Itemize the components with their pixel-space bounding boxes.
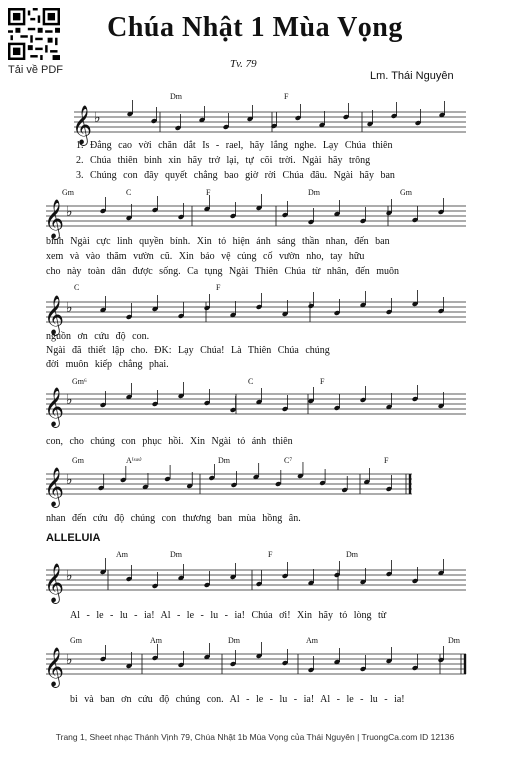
- chord: Am: [116, 550, 128, 559]
- chord: Dm: [170, 550, 182, 559]
- music-staff: [0, 386, 510, 426]
- chord: F: [206, 188, 211, 197]
- chord: A⁽ˢᵘˢ⁾: [126, 456, 142, 465]
- lyric-line: Al - le - lu - ia! Al - le - lu - ia! Chúa ơi! Xin hãy tỏ lòng từ: [70, 610, 387, 621]
- music-staff: [0, 104, 510, 144]
- svg-text:𝄞: 𝄞: [44, 467, 65, 507]
- lyric-line: cho này toàn dân được sống. Ca tụng Ngài Thiên Chúa từ nhân, đến muôn: [46, 266, 400, 277]
- chord: Gm⁶: [72, 377, 87, 386]
- music-staff: [0, 198, 510, 238]
- svg-text:𝄞: 𝄞: [72, 105, 93, 145]
- chord: Gm: [72, 456, 84, 465]
- music-staff: [0, 562, 510, 602]
- music-staff: [0, 646, 510, 686]
- chord: C⁷: [284, 456, 293, 465]
- chord: F: [384, 456, 389, 465]
- page-title: Chúa Nhật 1 Mùa Vọng: [107, 12, 403, 43]
- music-staff: [0, 466, 510, 506]
- chord: Dm: [346, 550, 358, 559]
- lyric-line: bình Ngài cực linh quyền bính. Xin tỏ hiện ánh sáng thần nhan, đến ban: [46, 236, 390, 247]
- chord: Am: [150, 636, 162, 645]
- chord: F: [268, 550, 273, 559]
- chord: Dm: [170, 92, 182, 101]
- music-staff: [0, 294, 510, 334]
- chord: Am: [306, 636, 318, 645]
- page-footer: Trang 1, Sheet nhạc Thánh Vịnh 79, Chúa Nhật 1b Mùa Vọng của Thái Nguyên | TruongCa.com ID 12136: [55, 732, 455, 742]
- svg-text:𝄞: 𝄞: [44, 199, 65, 239]
- download-pdf-link[interactable]: Tải về PDF: [8, 64, 64, 76]
- chord: C: [74, 283, 80, 292]
- lyric-line: bi và ban ơn cứu độ chúng con. Al - le - lu - ia! Al - le - lu - ia!: [70, 694, 405, 705]
- chord: F: [284, 92, 289, 101]
- svg-text:♭: ♭: [66, 300, 73, 316]
- chord: Dm: [218, 456, 230, 465]
- section-heading: ALLELUIA: [46, 532, 101, 544]
- lyric-line: nguồn ơn cứu độ con.: [46, 331, 150, 342]
- chord: Dm: [448, 636, 460, 645]
- svg-text:♭: ♭: [66, 204, 73, 220]
- svg-text:𝄞: 𝄞: [44, 387, 65, 427]
- chord: Dm: [228, 636, 240, 645]
- chord: Gm: [70, 636, 82, 645]
- lyric-line: 1. Đẳng cao vời chăn dắt Is - rael, hãy lắng nghe. Lạy Chúa thiên: [76, 140, 393, 151]
- psalm-reference: Tv. 79: [230, 58, 257, 70]
- svg-text:♭: ♭: [66, 568, 73, 584]
- lyric-line: con, cho chúng con phục hồi. Xin Ngài tỏ ánh thiên: [46, 436, 293, 447]
- lyric-line: xem và vào thăm vườn cũ. Xin bảo vệ củng cố vườn nho, tay hữu: [46, 251, 365, 262]
- lyric-line: Ngài đã thiết lập cho. ĐK: Lạy Chúa! Là Thiên Chúa chúng: [46, 345, 330, 356]
- svg-text:𝄞: 𝄞: [44, 647, 65, 687]
- svg-text:♭: ♭: [66, 472, 73, 488]
- lyric-line: 3. Chúng con đây quyết chẳng bao giờ rời Chúa đâu. Ngài hãy ban: [76, 170, 395, 181]
- svg-text:♭: ♭: [94, 110, 101, 126]
- svg-text:𝄞: 𝄞: [44, 563, 65, 603]
- chord: C: [248, 377, 254, 386]
- chord: Gm: [400, 188, 412, 197]
- chord: F: [320, 377, 325, 386]
- composer: Lm. Thái Nguyên: [370, 70, 454, 82]
- lyric-line: nhan đến cứu độ chúng con thương ban mùa hồng ân.: [46, 513, 301, 524]
- lyric-line: đời muôn kiếp chẳng phai.: [46, 359, 169, 370]
- svg-text:♭: ♭: [66, 392, 73, 408]
- lyric-line: 2. Chúa thiên binh xin hãy trở lại, tự cõi trời. Ngài hãy trông: [76, 155, 371, 166]
- chord: Gm: [62, 188, 74, 197]
- chord: F: [216, 283, 221, 292]
- svg-text:♭: ♭: [66, 652, 73, 668]
- svg-text:𝄞: 𝄞: [44, 295, 65, 335]
- chord: Dm: [308, 188, 320, 197]
- chord: C: [126, 188, 132, 197]
